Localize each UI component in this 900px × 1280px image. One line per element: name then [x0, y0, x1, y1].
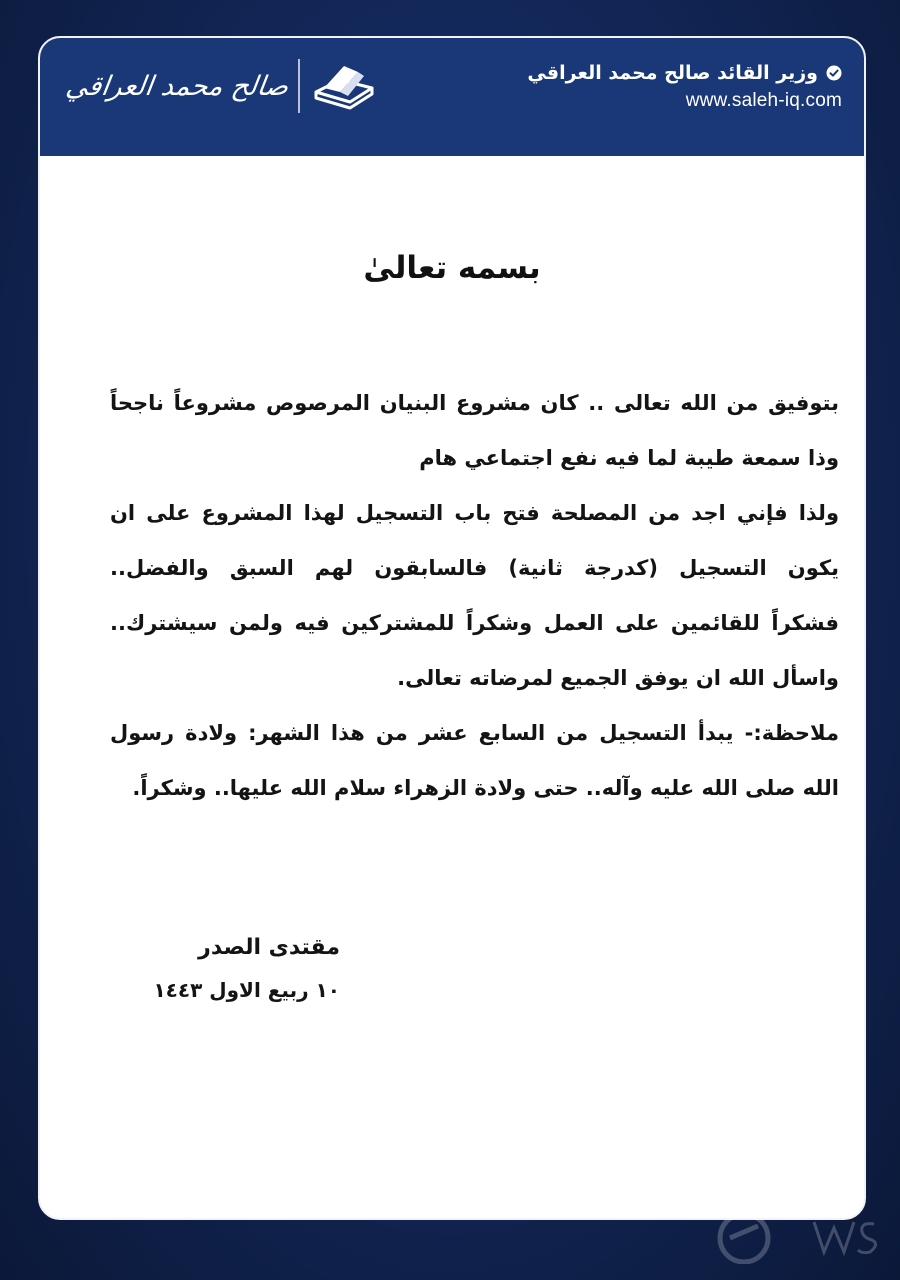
- website-link[interactable]: www.saleh-iq.com: [685, 90, 842, 111]
- logo-divider: [298, 59, 300, 113]
- body-line: الله صلى الله عليه وآله.. حتى ولادة الزهراء سلام الله عليها.. وشكراً.: [132, 776, 839, 800]
- body-line: ملاحظة:- يبدأ التسجيل من السابع عشر من هذا الشهر: ولادة رسول: [110, 721, 839, 745]
- header-logo: [63, 58, 380, 114]
- header-bar: [40, 38, 864, 156]
- body-line: واسأل الله ان يوفق الجميع لمرضاته تعالى.: [397, 666, 839, 690]
- signature-date: ١٠ ربيع الاول ١٤٤٣: [153, 978, 340, 1002]
- body-line: وذا سمعة طيبة لما فيه نفع اجتماعي هام: [419, 446, 839, 470]
- signature-block: [100, 926, 340, 1010]
- body-line: بتوفيق من الله تعالى .. كان مشروع البنيان المرصوص مشروعاً ناجحاً: [110, 391, 839, 415]
- document-body: [110, 376, 839, 816]
- header-title: وزير القائد صالح محمد العراقي: [527, 62, 818, 84]
- header-info: [527, 62, 842, 112]
- signature-name: مقتدى الصدر: [198, 935, 340, 960]
- verified-badge-icon: [826, 65, 842, 81]
- document-heading: بسمه تعالىٰ: [363, 250, 541, 286]
- header-title-row: [527, 62, 842, 84]
- logo-calligraphy: صالح محمد العراقي: [63, 70, 291, 102]
- body-line: يكون التسجيل (كدرجة ثانية) فالسابقون لهم السبق والفضل..: [110, 556, 839, 580]
- body-line: ولذا فإني اجد من المصلحة فتح باب التسجيل لهذا المشروع على ان: [110, 501, 839, 525]
- document-card: [38, 36, 866, 1220]
- body-line: فشكراً للقائمين على العمل وشكراً للمشتركين فيه ولمن سيشترك..: [110, 611, 839, 635]
- book-icon: [310, 58, 380, 114]
